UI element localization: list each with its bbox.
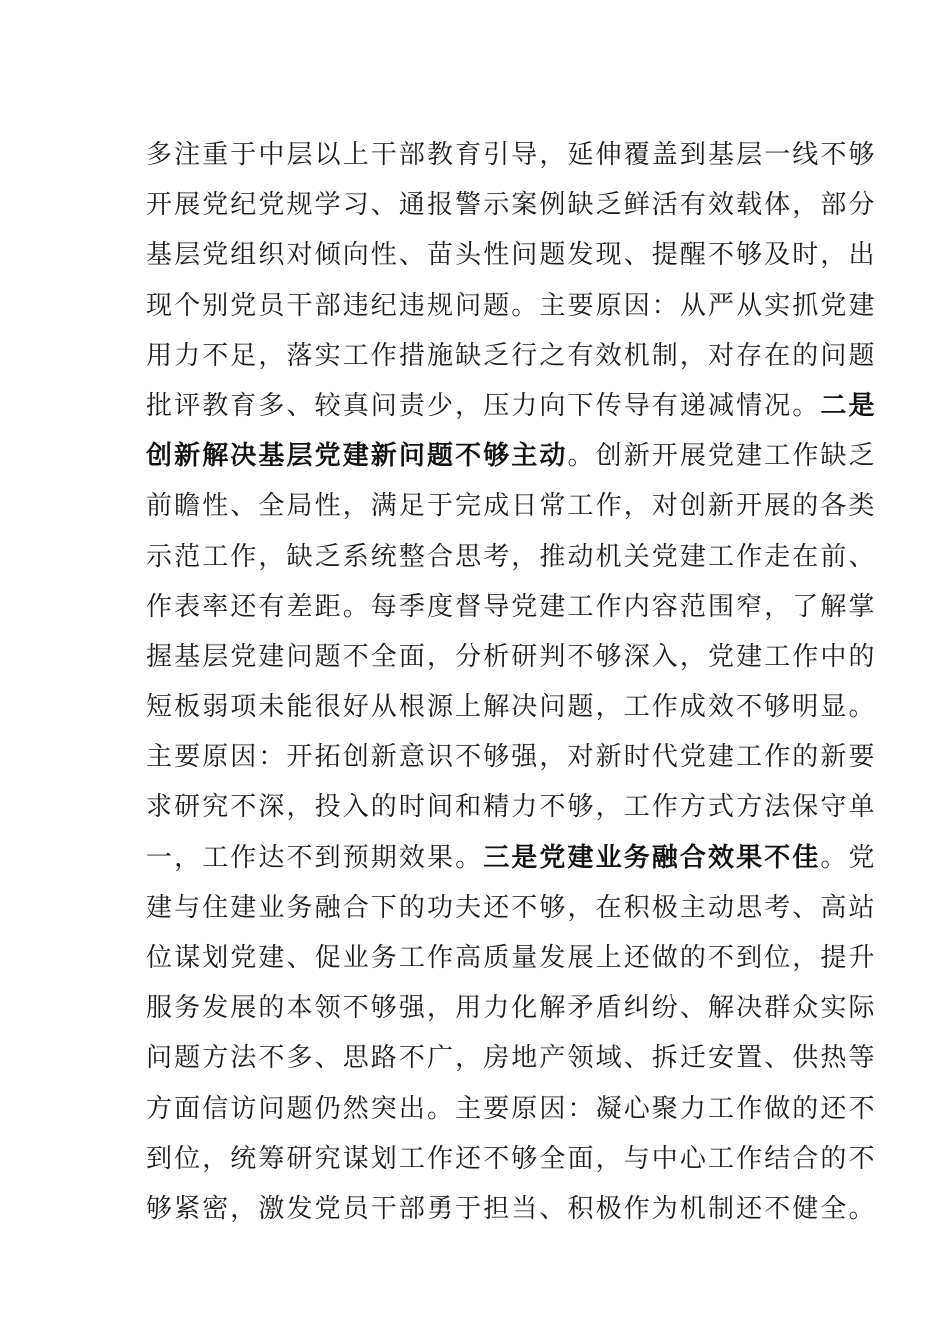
bold-heading-run: 创新解决基层党建新问题不够主动 — [146, 441, 568, 472]
text-line-8 — [146, 481, 877, 531]
bold-heading-run: 二是 — [820, 390, 877, 421]
bold-heading-run: 三是党建业务融合效果不佳 — [483, 842, 821, 873]
text-line-3 — [146, 230, 877, 280]
text-run: 够紧密，激发党员干部勇于担当、积极作为机制还不健全。 — [146, 1193, 877, 1224]
text-run: 。创新开展党建工作缺乏 — [567, 441, 877, 472]
text-run: 批评教育多、较真问责少，压力向下传导有递减情况。 — [146, 390, 821, 421]
text-run: 。党 — [820, 842, 877, 873]
text-run: 问题方法不多、思路不广，房地产领域、拆迁安置、供热等 — [146, 1043, 877, 1074]
text-line-17 — [146, 933, 877, 983]
document-body — [146, 130, 877, 1234]
text-run: 多注重于中层以上干部教育引导，延伸覆盖到基层一线不够 — [146, 140, 877, 170]
text-line-11 — [146, 632, 877, 682]
text-run: 开展党纪党规学习、通报警示案例缺乏鲜活有效载体，部分 — [146, 190, 877, 221]
text-line-10 — [146, 582, 877, 632]
text-line-4 — [146, 281, 877, 331]
text-run: 作表率还有差距。每季度督导党建工作内容范围窄，了解掌 — [146, 591, 877, 622]
text-run: 用力不足，落实工作措施缺乏行之有效机制，对存在的问题 — [146, 340, 877, 371]
text-line-6 — [146, 381, 877, 431]
text-run: 前瞻性、全局性，满足于完成日常工作，对创新开展的各类 — [146, 491, 877, 522]
text-run: 基层党组织对倾向性、苗头性问题发现、提醒不够及时，出 — [146, 240, 877, 271]
text-line-16 — [146, 883, 877, 933]
text-line-20 — [146, 1084, 877, 1134]
text-run: 主要原因：开拓创新意识不够强，对新时代党建工作的新要 — [146, 742, 877, 773]
text-run: 一，工作达不到预期效果。 — [146, 842, 484, 873]
text-line-18 — [146, 983, 877, 1033]
text-line-7 — [146, 431, 877, 481]
text-line-15 — [146, 833, 877, 883]
text-run: 握基层党建问题不全面，分析研判不够深入，党建工作中的 — [146, 641, 877, 672]
text-line-22 — [146, 1184, 877, 1234]
text-run: 服务发展的本领不够强，用力化解矛盾纠纷、解决群众实际 — [146, 993, 877, 1024]
text-run: 方面信访问题仍然突出。主要原因：凝心聚力工作做的还不 — [146, 1093, 877, 1124]
text-line-1 — [146, 130, 877, 180]
text-line-13 — [146, 732, 877, 782]
text-line-2 — [146, 180, 877, 230]
text-line-9 — [146, 532, 877, 582]
text-line-5 — [146, 331, 877, 381]
text-run: 现个别党员干部违纪违规问题。主要原因：从严从实抓党建 — [146, 290, 877, 321]
text-run: 建与住建业务融合下的功夫还不够，在积极主动思考、高站 — [146, 892, 877, 923]
text-line-14 — [146, 782, 877, 832]
text-run: 到位，统筹研究谋划工作还不够全面，与中心工作结合的不 — [146, 1143, 877, 1174]
text-line-12 — [146, 682, 877, 732]
text-line-19 — [146, 1033, 877, 1083]
text-line-21 — [146, 1134, 877, 1184]
text-run: 短板弱项未能很好从根源上解决问题，工作成效不够明显。 — [146, 692, 877, 723]
text-run: 求研究不深，投入的时间和精力不够，工作方式方法保守单 — [146, 792, 877, 823]
text-run: 示范工作，缺乏系统整合思考，推动机关党建工作走在前、 — [146, 541, 877, 572]
text-run: 位谋划党建、促业务工作高质量发展上还做的不到位，提升 — [146, 943, 877, 973]
